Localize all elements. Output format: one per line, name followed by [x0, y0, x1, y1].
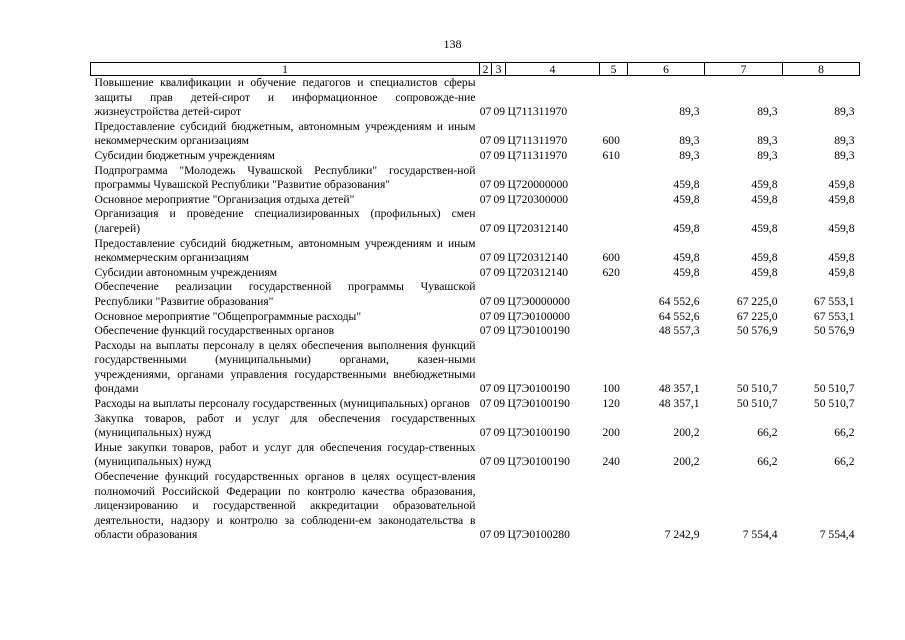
- column-header-2: 2: [480, 63, 492, 76]
- row-amount-3-cell: 67 553,1: [813, 309, 855, 323]
- row-amount-1-cell: 89,3: [679, 134, 700, 148]
- page-number: 138: [443, 37, 462, 51]
- row-subsection-cell: 09: [493, 324, 506, 338]
- row-target-article-cell: Ц720312140: [507, 265, 569, 279]
- row-expense-type-cell: 240: [602, 455, 620, 469]
- row-amount-3-cell: 7 554,4: [819, 528, 855, 542]
- row-expense-type-cell: 620: [602, 265, 620, 279]
- row-amount-2-cell: 459,8: [751, 221, 778, 235]
- column-header-6: 6: [628, 63, 705, 76]
- table-row: [91, 237, 860, 266]
- row-name-cell: Обеспечение реализации государственной программы Чувашской Республики "Развитие образования": [94, 280, 476, 308]
- table-body: [91, 76, 860, 544]
- row-subsection-cell: 09: [493, 192, 506, 206]
- row-section-cell: 07: [479, 134, 492, 148]
- row-target-article-cell: Ц7Э0100190: [507, 324, 570, 338]
- row-target-article-cell: Ц7Э0100190: [507, 426, 570, 440]
- row-amount-1-cell: 200,2: [673, 426, 700, 440]
- row-subsection-cell: 09: [493, 528, 506, 542]
- column-header-1: 1: [91, 63, 480, 76]
- row-amount-3-cell: 89,3: [834, 105, 855, 119]
- row-subsection-cell: 09: [493, 426, 506, 440]
- row-amount-3-cell: 459,8: [828, 178, 855, 192]
- table-row: [91, 324, 860, 339]
- row-expense-type-cell: 100: [602, 382, 620, 396]
- row-amount-2-cell: 89,3: [757, 134, 778, 148]
- table-row: [91, 310, 860, 325]
- row-name-cell: Расходы на выплаты персоналу в целях обеспечения выполнения функций государственными (муниципальными) органами, казен-ными учреждениями, органами управления государственными внебюджетными фондами: [94, 338, 476, 396]
- row-subsection-cell: 09: [493, 455, 506, 469]
- row-amount-1-cell: 200,2: [673, 455, 700, 469]
- row-target-article-cell: Ц7Э0100000: [507, 309, 570, 323]
- row-section-cell: 07: [479, 382, 492, 396]
- row-subsection-cell: 09: [493, 105, 506, 119]
- row-amount-2-cell: 67 225,0: [736, 309, 778, 323]
- row-amount-3-cell: 459,8: [828, 192, 855, 206]
- row-amount-2-cell: 66,2: [757, 455, 778, 469]
- row-section-cell: 07: [479, 178, 492, 192]
- row-expense-type-cell: [600, 164, 628, 193]
- row-amount-3-cell: 459,8: [828, 251, 855, 265]
- row-section-cell: 07: [479, 294, 492, 308]
- row-section-cell: 07: [479, 251, 492, 265]
- table-row: [91, 266, 860, 281]
- row-amount-1-cell: 64 552,6: [658, 294, 700, 308]
- row-amount-2-cell: 7 554,4: [742, 528, 778, 542]
- row-target-article-cell: Ц7Э0100280: [507, 528, 570, 542]
- row-name-cell: Подпрограмма "Молодежь Чувашской Республики" государствен-ной программы Чувашской Республики "Развитие образования": [94, 163, 476, 192]
- row-name-cell: Расходы на выплаты персоналу государственных (муниципальных) органов: [94, 397, 470, 411]
- row-target-article-cell: Ц720312140: [507, 251, 569, 265]
- row-amount-2-cell: 459,8: [751, 178, 778, 192]
- row-name-cell: Основное мероприятие "Организация отдыха детей": [94, 192, 355, 206]
- table-row: [91, 120, 860, 149]
- row-target-article-cell: Ц7Э0100190: [507, 397, 570, 411]
- row-name-cell: Субсидии автономным учреждениям: [94, 265, 278, 279]
- row-amount-1-cell: 459,8: [673, 221, 700, 235]
- row-amount-2-cell: 50 576,9: [736, 324, 778, 338]
- column-header-7: 7: [705, 63, 783, 76]
- table-row: [91, 397, 860, 412]
- row-amount-3-cell: 66,2: [834, 426, 855, 440]
- row-expense-type-cell: [600, 193, 628, 208]
- table-row: [91, 339, 860, 397]
- row-subsection-cell: 09: [493, 309, 506, 323]
- row-amount-2-cell: 89,3: [757, 148, 778, 162]
- row-amount-3-cell: 50 576,9: [813, 324, 855, 338]
- row-amount-2-cell: 66,2: [757, 426, 778, 440]
- row-subsection-cell: 09: [493, 178, 506, 192]
- row-amount-1-cell: 89,3: [679, 148, 700, 162]
- table-row: [91, 164, 860, 193]
- row-target-article-cell: Ц720312140: [507, 221, 569, 235]
- column-header-5: 5: [600, 63, 628, 76]
- row-amount-3-cell: 89,3: [834, 148, 855, 162]
- row-subsection-cell: 09: [493, 134, 506, 148]
- row-subsection-cell: 09: [493, 148, 506, 162]
- row-amount-1-cell: 459,8: [673, 178, 700, 192]
- row-name-cell: Иные закупки товаров, работ и услуг для обеспечения государ-ственных (муниципальных) нужд: [94, 440, 476, 469]
- row-name-cell: Основное мероприятие "Общепрограммные расходы": [94, 309, 362, 323]
- row-subsection-cell: 09: [493, 397, 506, 411]
- table-row: [91, 149, 860, 164]
- row-amount-1-cell: 7 242,9: [664, 528, 700, 542]
- row-subsection-cell: 09: [493, 251, 506, 265]
- row-target-article-cell: Ц7Э0100190: [507, 382, 570, 396]
- row-amount-1-cell: 459,8: [673, 265, 700, 279]
- row-name-cell: Предоставление субсидий бюджетным, автономным учреждениям и иным некоммерческим организациям: [94, 119, 476, 148]
- column-header-3: 3: [492, 63, 506, 76]
- row-amount-3-cell: 89,3: [834, 134, 855, 148]
- row-target-article-cell: Ц711311970: [507, 148, 568, 162]
- budget-table: [90, 62, 860, 543]
- row-subsection-cell: 09: [493, 294, 506, 308]
- row-section-cell: 07: [479, 192, 492, 206]
- row-expense-type-cell: [600, 76, 628, 120]
- row-subsection-cell: 09: [493, 221, 506, 235]
- table-row: [91, 470, 860, 543]
- row-amount-2-cell: 459,8: [751, 251, 778, 265]
- row-amount-1-cell: 48 557,3: [658, 324, 700, 338]
- row-name-cell: Обеспечение функций государственных органов в целях осущест-вления полномочий Российской Федерации по контролю качества образования, лицензированию и государственной аккредитации образовательной деятельности, надзору и контролю за соблюдени-ем законодательства в области образования: [94, 470, 476, 542]
- column-header-4: 4: [506, 63, 600, 76]
- row-name-cell: Субсидии бюджетным учреждениям: [94, 148, 275, 162]
- row-amount-1-cell: 64 552,6: [658, 309, 700, 323]
- row-section-cell: 07: [479, 455, 492, 469]
- row-name-cell: Повышение квалификации и обучение педагогов и специалистов сферы защиты прав детей-сирот и информационное сопровожде-ние жизнеустройства детей-сирот: [94, 76, 476, 119]
- table-row: [91, 76, 860, 120]
- row-subsection-cell: 09: [493, 382, 506, 396]
- table-row: [91, 412, 860, 441]
- row-section-cell: 07: [479, 221, 492, 235]
- row-target-article-cell: Ц720000000: [507, 178, 569, 192]
- row-expense-type-cell: 600: [602, 134, 620, 148]
- row-expense-type-cell: 120: [602, 397, 620, 411]
- row-section-cell: 07: [479, 309, 492, 323]
- row-target-article-cell: Ц720300000: [507, 192, 569, 206]
- row-amount-3-cell: 459,8: [828, 221, 855, 235]
- row-section-cell: 07: [479, 397, 492, 411]
- row-amount-2-cell: 50 510,7: [736, 397, 778, 411]
- row-target-article-cell: Ц7Э0100190: [507, 455, 570, 469]
- row-expense-type-cell: 600: [602, 251, 620, 265]
- row-name-cell: Обеспечение функций государственных органов: [94, 324, 335, 338]
- row-amount-1-cell: 459,8: [673, 192, 700, 206]
- row-section-cell: 07: [479, 265, 492, 279]
- table-row: [91, 193, 860, 208]
- row-amount-2-cell: 459,8: [751, 192, 778, 206]
- row-expense-type-cell: 200: [602, 426, 620, 440]
- row-name-cell: Закупка товаров, работ и услуг для обеспечения государственных (муниципальных) нужд: [94, 411, 476, 440]
- row-amount-3-cell: 50 510,7: [813, 397, 855, 411]
- row-amount-1-cell: 89,3: [679, 105, 700, 119]
- row-name-cell: Организация и проведение специализированных (профильных) смен (лагерей): [94, 207, 476, 235]
- column-number-row: [91, 63, 860, 76]
- row-target-article-cell: Ц711311970: [507, 134, 568, 148]
- table-row: [91, 280, 860, 309]
- row-target-article-cell: Ц711311970: [507, 105, 568, 119]
- row-section-cell: 07: [479, 324, 492, 338]
- row-amount-3-cell: 67 553,1: [813, 294, 855, 308]
- row-section-cell: 07: [479, 528, 492, 542]
- table-row: [91, 207, 860, 236]
- row-subsection-cell: 09: [493, 265, 506, 279]
- row-section-cell: 07: [479, 426, 492, 440]
- row-amount-3-cell: 50 510,7: [813, 382, 855, 396]
- row-amount-2-cell: 67 225,0: [736, 294, 778, 308]
- row-amount-1-cell: 48 357,1: [658, 397, 700, 411]
- row-amount-3-cell: 66,2: [834, 455, 855, 469]
- row-expense-type-cell: [600, 207, 628, 236]
- row-expense-type-cell: [600, 280, 628, 309]
- column-header-8: 8: [783, 63, 860, 76]
- row-amount-2-cell: 89,3: [757, 105, 778, 119]
- row-amount-2-cell: 50 510,7: [736, 382, 778, 396]
- row-expense-type-cell: 610: [602, 148, 620, 162]
- row-expense-type-cell: [600, 324, 628, 339]
- row-amount-2-cell: 459,8: [751, 265, 778, 279]
- table-row: [91, 441, 860, 470]
- row-name-cell: Предоставление субсидий бюджетным, автономным учреждениям и иным некоммерческим организациям: [94, 236, 476, 265]
- row-expense-type-cell: [600, 470, 628, 543]
- row-amount-1-cell: 48 357,1: [658, 382, 700, 396]
- row-expense-type-cell: [600, 310, 628, 325]
- row-section-cell: 07: [479, 105, 492, 119]
- row-amount-1-cell: 459,8: [673, 251, 700, 265]
- row-section-cell: 07: [479, 148, 492, 162]
- row-amount-3-cell: 459,8: [828, 265, 855, 279]
- row-target-article-cell: Ц7Э0000000: [507, 294, 570, 308]
